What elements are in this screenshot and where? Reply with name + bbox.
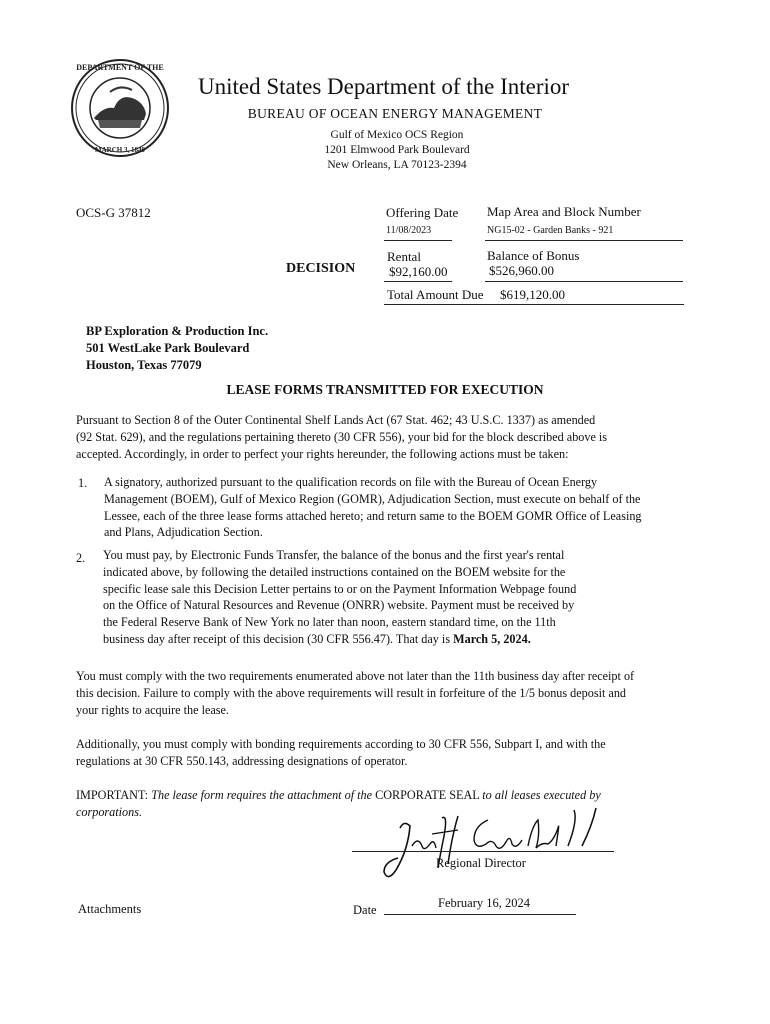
important-italic-1: The lease form requires the attachment of the [151,788,373,802]
map-area-value: NG15-02 - Garden Banks - 921 [487,225,614,236]
bonus-value: $526,960.00 [489,263,554,278]
intro-line: (92 Stat. 629), and the regulations pertaining thereto (30 CFR 556), your bid for the block described above is [76,429,608,444]
item-1-line: and Plans, Adjudication Section. [104,525,263,540]
decision-label: DECISION [286,261,356,276]
item-2-last-line [103,631,576,648]
comply-line: You must comply with the two requirements enumerated above not later than the 11th business day after receipt of [76,669,635,683]
bureau-name: BUREAU OF OCEAN ENERGY MANAGEMENT [247,106,543,121]
total-label: Total Amount Due [387,287,484,302]
item-2-line: indicated above, by following the detailed instructions contained on the BOEM website for the [103,564,566,579]
total-value: $619,120.00 [500,287,565,302]
offering-date-rule [384,240,452,241]
item-2-line: You must pay, by Electronic Funds Transfer, the balance of the bonus and the first year's rental [103,548,565,562]
important-line-2: corporations. [76,804,143,819]
svg-text:MARCH 3, 1849: MARCH 3, 1849 [95,146,145,154]
important-line-1 [76,787,601,804]
rental-label: Rental [387,249,421,264]
region-name: Gulf of Mexico OCS Region [330,129,464,141]
addressee-street: 501 WestLake Park Boulevard [86,341,250,355]
addressee-company: BP Exploration & Production Inc. [86,324,269,338]
signature-rule [352,851,614,852]
addressee-city: Houston, Texas 77079 [86,358,202,372]
intro-line: accepted. Accordingly, in order to perfect your rights hereunder, the following actions must be taken: [76,446,569,461]
intro-paragraph [76,412,607,462]
intro-line: Pursuant to Section 8 of the Outer Continental Shelf Lands Act (67 Stat. 462; 43 U.S.C. 1337) as amended [76,413,596,427]
important-label: IMPORTANT: [76,788,149,802]
comply-line: this decision. Failure to comply with the above requirements will result in forfeiture of the 1/5 bonus deposit and [76,685,627,700]
signer-title: Regional Director [436,856,526,870]
signature-icon [378,806,608,886]
rental-value: $92,160.00 [389,264,448,279]
map-area-rule [485,240,683,241]
item-1-line: A signatory, authorized pursuant to the qualification records on file with the Bureau of Ocean Energy [104,475,598,489]
deadline-date: March 5, 2024. [453,631,531,646]
comply-line: your rights to acquire the lease. [76,702,229,717]
important-seal: CORPORATE SEAL [375,788,480,802]
item-2-last-text: business day after receipt of this decision (30 CFR 556.47). That day is [103,631,454,646]
total-rule [384,304,684,305]
date-rule [384,914,576,915]
item-1-line: Lessee, each of the three lease forms attached hereto; and return same to the BOEM GOMR Office of Leasing [104,508,642,523]
bonus-label: Balance of Bonus [487,248,580,263]
region-address [0,128,770,173]
lease-number: OCS-G 37812 [76,205,151,220]
offering-date-value: 11/08/2023 [386,225,432,236]
rental-rule [384,281,452,282]
bonding-line: Additionally, you must comply with bonding requirements according to 30 CFR 556, Subpart I, and with the [76,737,606,751]
item-2-number: 2. [76,551,86,565]
svg-text:DEPARTMENT OF THE: DEPARTMENT OF THE [76,63,164,72]
item-1-text [104,474,642,541]
item-2-text [103,547,576,648]
item-1-line: Management (BOEM), Gulf of Mexico Region (GOMR), Adjudication Section, must execute on behalf of the [104,491,641,506]
comply-paragraph [76,668,634,718]
department-title: United States Department of the Interior [198,74,570,99]
letter-heading: LEASE FORMS TRANSMITTED FOR EXECUTION [226,382,544,397]
offering-date-label: Offering Date [386,205,459,220]
addressee-block [86,323,268,374]
item-2-line: on the Office of Natural Resources and Revenue (ONRR) website. Payment must be received by [103,598,575,613]
date-label: Date [353,903,377,917]
map-area-label: Map Area and Block Number [487,204,641,219]
attachments-label: Attachments [78,902,142,916]
item-1-number: 1. [78,476,88,490]
important-italic-2: to all leases executed by [482,788,601,802]
address-street: 1201 Elmwood Park Boulevard [324,144,470,156]
bonding-paragraph [76,736,606,770]
bonus-rule [485,281,683,282]
address-city: New Orleans, LA 70123-2394 [327,159,467,171]
signature-date: February 16, 2024 [438,896,530,910]
bonding-line: regulations at 30 CFR 550.143, addressing designations of operator. [76,753,408,768]
item-2-line: specific lease sale this Decision Letter pertains to or on the Payment Information Webpage found [103,581,577,596]
item-2-line: the Federal Reserve Bank of New York no later than noon, eastern standard time, on the 11th [103,615,556,630]
